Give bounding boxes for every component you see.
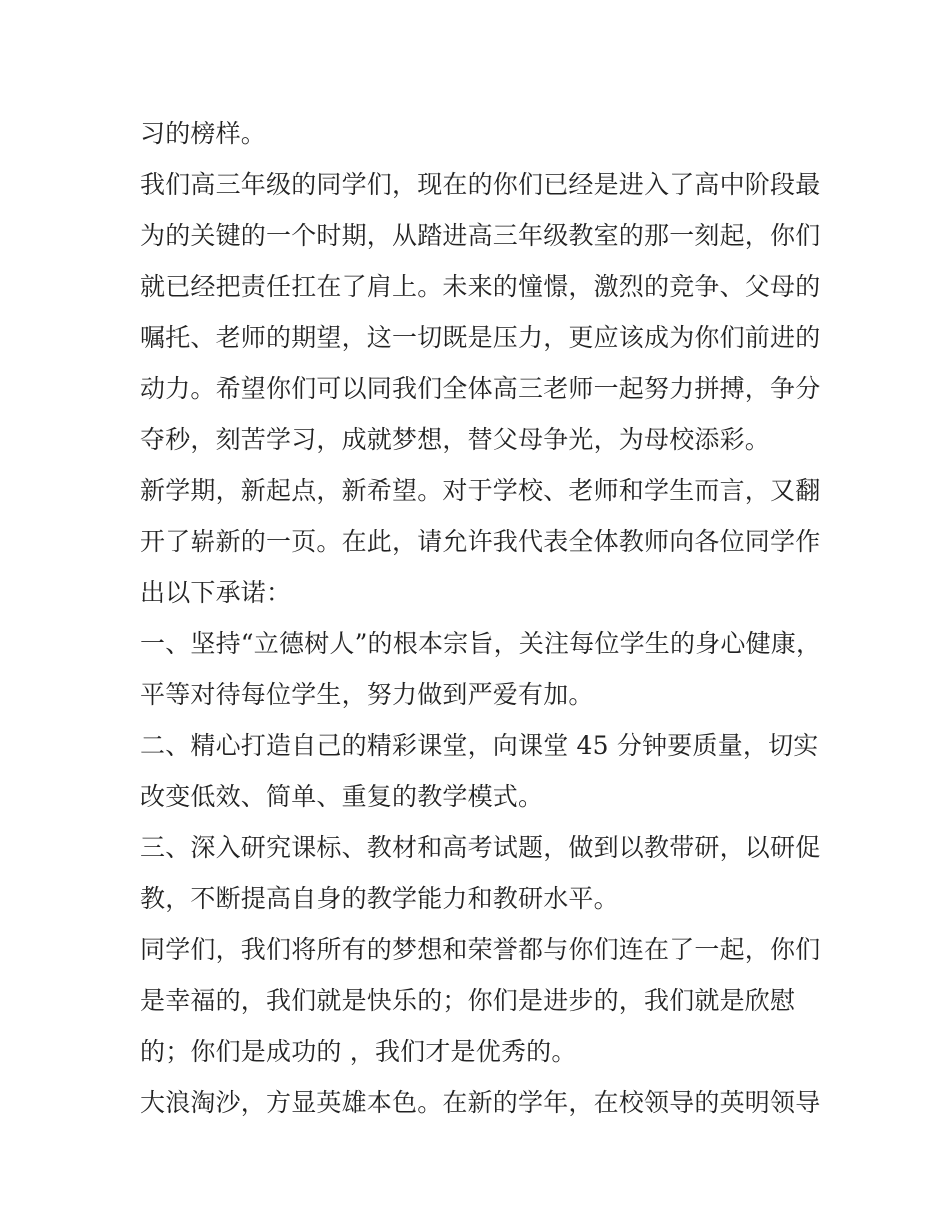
text-line-20: 大浪淘沙，方显英雄本色。在新的学年，在校领导的英明领导 [140,1088,821,1117]
text-line-18: 是幸福的，我们就是快乐的；你们是进步的，我们就是欣慰 [140,986,796,1015]
text-line-9: 开了崭新的一页。在此，请允许我代表全体教师向各位同学作 [140,527,821,556]
text-line-19: 的；你们是成功的 ，我们才是优秀的。 [140,1037,577,1066]
text-line-3: 为的关键的一个时期，从踏进高三年级教室的那一刻起，你们 [140,221,821,250]
text-line-16: 教，不断提高自身的教学能力和教研水平。 [140,884,619,913]
text-line-12: 平等对待每位学生，努力做到严爱有加。 [140,680,594,709]
text-line-13: 二、精心打造自己的精彩课堂，向课堂 45 分钟要质量，切实 [140,731,819,760]
text-line-1: 习的榜样。 [140,119,267,148]
text-line-15: 三、深入研究课标、教材和高考试题，做到以教带研，以研促 [140,833,821,862]
document-body [140,108,820,1128]
text-line-10: 出以下承诺： [140,578,292,607]
text-line-17: 同学们，我们将所有的梦想和荣誉都与你们连在了一起，你们 [140,935,821,964]
text-line-5: 嘱托、老师的期望，这一切既是压力，更应该成为你们前进的 [140,323,821,352]
text-line-6: 动力。希望你们可以同我们全体高三老师一起努力拼搏，争分 [140,374,821,403]
text-line-2: 我们高三年级的同学们，现在的你们已经是进入了高中阶段最 [140,170,821,199]
text-line-4: 就已经把责任扛在了肩上。未来的憧憬，激烈的竞争、父母的 [140,272,821,301]
text-line-14: 改变低效、简单、重复的教学模式。 [140,782,544,811]
text-line-7: 夺秒，刻苦学习，成就梦想，替父母争光，为母校添彩。 [140,425,771,454]
text-line-8: 新学期，新起点，新希望。对于学校、老师和学生而言，又翻 [140,476,821,505]
text-line-11: 一、坚持“立德树人”的根本宗旨，关注每位学生的身心健康， [140,629,822,658]
